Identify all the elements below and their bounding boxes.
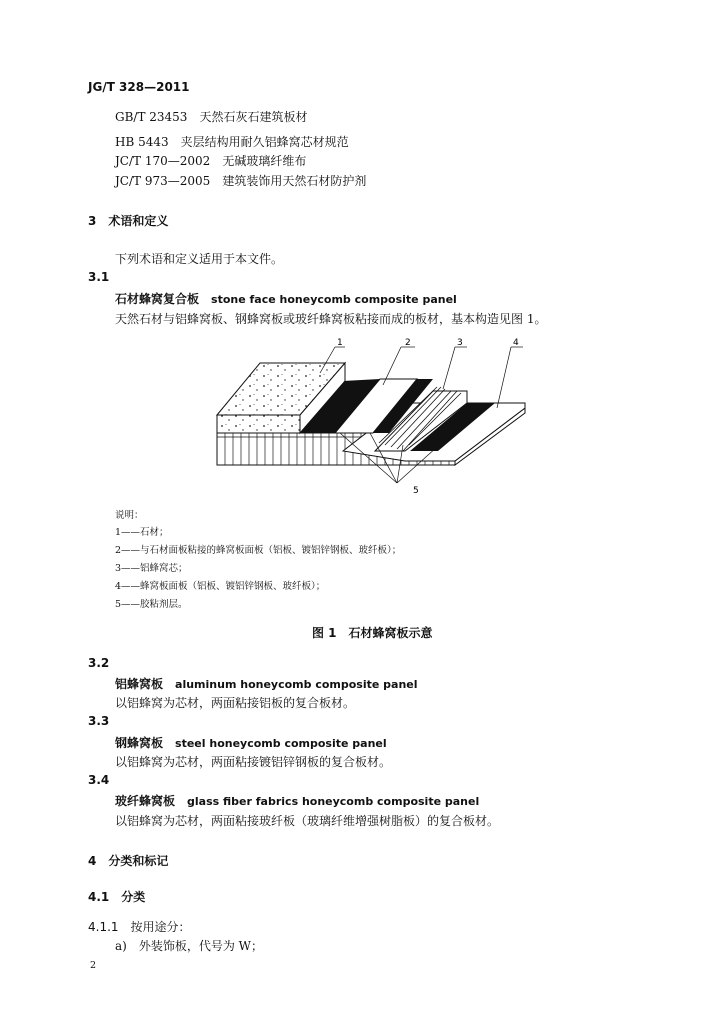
reference-code: JC/T 170—2002 [115,154,211,168]
term-en: glass fiber fabrics honeycomb composite panel [187,795,480,808]
term-title [115,792,479,809]
section-intro: 下列术语和定义适用于本文件。 [115,252,284,266]
term-definition: 以铝蜂窝为芯材，两面粘接镀铝锌钢板的复合板材。 [115,755,392,769]
legend-item: 5——胶粘剂层。 [115,599,188,610]
term-en: aluminum honeycomb composite panel [175,678,418,691]
reference-item [115,152,306,169]
term-cn: 铝蜂窝板 [115,677,164,691]
reference-item [115,172,366,189]
list-item: a) 外装饰板，代号为 W； [115,939,263,953]
reference-title: 天然石灰石建筑板材 [199,110,308,124]
term-cn: 玻纤蜂窝板 [115,794,176,808]
term-cn: 石材蜂窝复合板 [115,292,200,306]
term-number: 3.2 [88,656,110,670]
legend-item: 1——石材； [115,527,169,538]
callout-4: 4 [513,338,519,348]
term-cn: 钢蜂窝板 [115,736,164,750]
reference-item [115,133,349,150]
figure-caption: 图 1 石材蜂窝板示意 [312,626,433,640]
term-en: stone face honeycomb composite panel [211,293,457,306]
legend-item: 2——与石材面板粘接的蜂窝板面板（铝板、镀铝锌钢板、玻纤板）； [115,545,402,556]
legend-item: 3——铝蜂窝芯； [115,563,188,574]
term-number: 3.1 [88,270,110,284]
legend-title: 说明： [115,510,144,521]
reference-title: 无碱玻璃纤维布 [222,154,307,168]
legend-item: 4——蜂窝板面板（铝板、镀铝锌钢板、玻纤板）； [115,581,326,592]
subsection-heading: 4.1 分类 [88,890,146,904]
reference-code: HB 5443 [115,135,169,149]
term-title [115,734,387,751]
figure-stone-honeycomb-panel [205,333,535,503]
page-number: 2 [90,960,97,971]
reference-title: 建筑装饰用天然石材防护剂 [222,174,367,188]
term-number: 3.3 [88,714,110,728]
term-en: steel honeycomb composite panel [175,737,387,750]
callout-2: 2 [405,338,411,348]
stone-front [217,415,300,433]
subsubsection-heading: 4.1.1 按用途分： [88,920,191,934]
section-heading-3: 3 术语和定义 [88,214,169,228]
reference-code: GB/T 23453 [115,110,188,124]
section-heading-4: 4 分类和标记 [88,854,169,868]
term-definition: 以铝蜂窝为芯材，两面粘接铝板的复合板材。 [115,696,356,710]
term-title [115,290,457,307]
reference-title: 夹层结构用耐久铝蜂窝芯材规范 [180,135,349,149]
reference-code: JC/T 973—2005 [115,174,211,188]
term-definition: 天然石材与铝蜂窝板、钢蜂窝板或玻纤蜂窝板粘接而成的板材，基本构造见图 1。 [115,312,547,326]
callout-5: 5 [413,486,419,496]
term-definition: 以铝蜂窝为芯材，两面粘接玻纤板（玻璃纤维增强树脂板）的复合板材。 [115,814,500,828]
callout-3: 3 [457,338,463,348]
standard-code: JG/T 328—2011 [88,80,190,94]
reference-item [115,108,307,125]
term-title [115,675,418,692]
callout-1: 1 [337,338,343,348]
term-number: 3.4 [88,773,110,787]
